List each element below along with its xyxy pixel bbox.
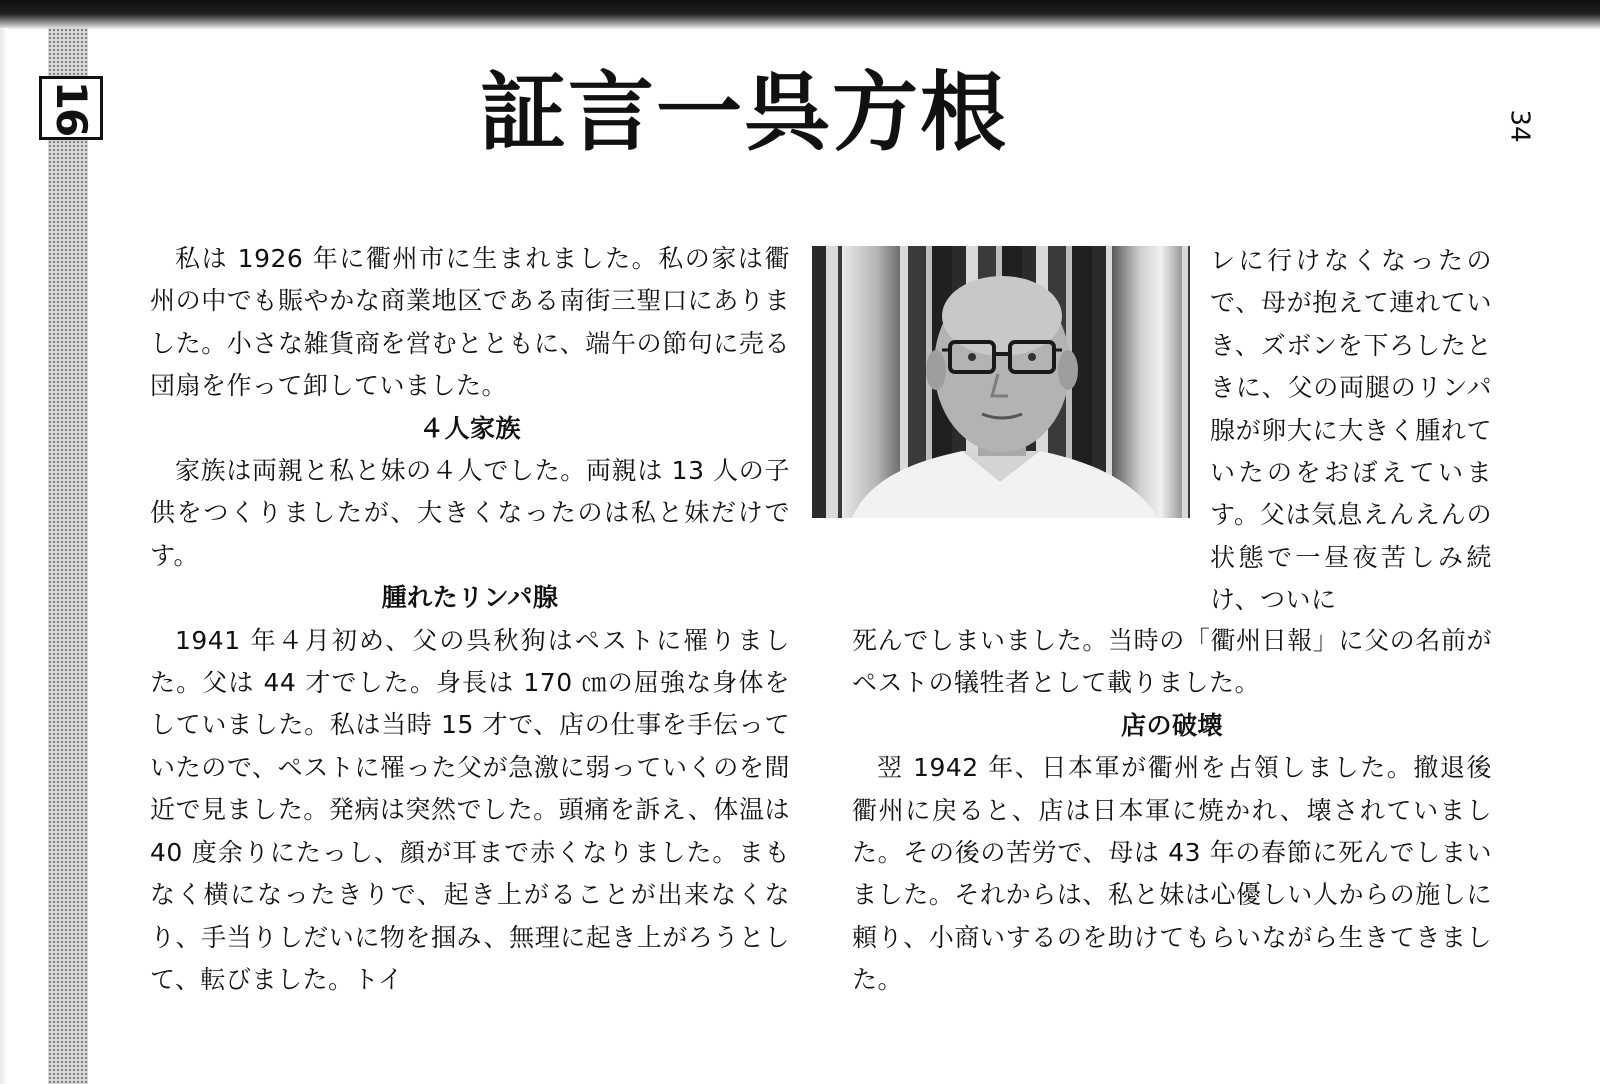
heading-shop: 店の破壊 bbox=[1120, 710, 1223, 740]
right-narrow-column bbox=[1210, 240, 1492, 622]
side-page-number: 34 bbox=[1505, 109, 1535, 143]
portrait-photo bbox=[812, 246, 1190, 518]
chapter-number-badge bbox=[39, 76, 103, 140]
paragraph-shop-destroyed: 翌 1942 年、日本軍が衢州を占領しました。撤退後衢州に戻ると、店は日本軍に焼かれ、壊されていました。その後の苦労で、母は 43 年の春節に死んでしまいました。それからは、私と妹は心優しい人からの施しに頼り、小商いするのを助けてもらいながら生きてきました。 bbox=[852, 753, 1492, 995]
heading-family: ４人家族 bbox=[418, 413, 521, 443]
halftone-side-strip bbox=[48, 28, 88, 1084]
paragraph-death: 死んでしまいました。当時の「衢州日報」に父の名前がペストの犠牲者として載りました。 bbox=[852, 626, 1492, 698]
paragraph-plague: 1941 年４月初め、父の呉秋狗はペストに罹りました。父は 44 才でした。身長は 170 ㎝の屈強な身体をしていました。私は当時 15 才で、店の仕事を手伝っていたので、ペストに罹った父が急激に弱っていくのを間近で見ました。発病は突然でした。頭痛を訴え、体温は 40 度余りにたっし、顔が耳まで赤くなりました。まもなく横になったきりで、起き上がることが出来なくなり、手当りしだいに物を掴み、無理に起き上がろうとして、転びました。トイ bbox=[150, 625, 790, 994]
scan-top-edge bbox=[0, 0, 1600, 30]
paragraph-birth: 私は 1926 年に衢州市に生まれました。私の家は衢州の中でも賑やかな商業地区である南街三聖口にありました。小さな雑貨商を営むとともに、端午の節句に売る団扇を作って卸していました。 bbox=[150, 244, 790, 401]
heading-lymph: 腫れたリンパ腺 bbox=[381, 583, 559, 613]
chapter-number: 16 bbox=[46, 80, 96, 136]
portrait-figure bbox=[812, 246, 1190, 518]
right-wide-column bbox=[852, 620, 1492, 1002]
paragraph-family: 家族は両親と私と妹の４人でした。両親は 13 人の子供をつくりましたが、大きくなったのは私と妹だけです。 bbox=[150, 456, 790, 570]
left-column bbox=[150, 238, 790, 1001]
side-page-number-box bbox=[1500, 106, 1540, 146]
paragraph-plague-continued: レに行けなくなったので、母が抱えて連れていき、ズボンを下ろしたときに、父の両腿のリンパ腺が卵大に大きく腫れていたのをおぼえています。父は気息えんえんの状態で一昼夜苦しみ続け、ついに bbox=[1210, 246, 1492, 615]
scan-left-edge bbox=[0, 28, 8, 1084]
page-title: 証言一呉方根 bbox=[480, 63, 1008, 163]
